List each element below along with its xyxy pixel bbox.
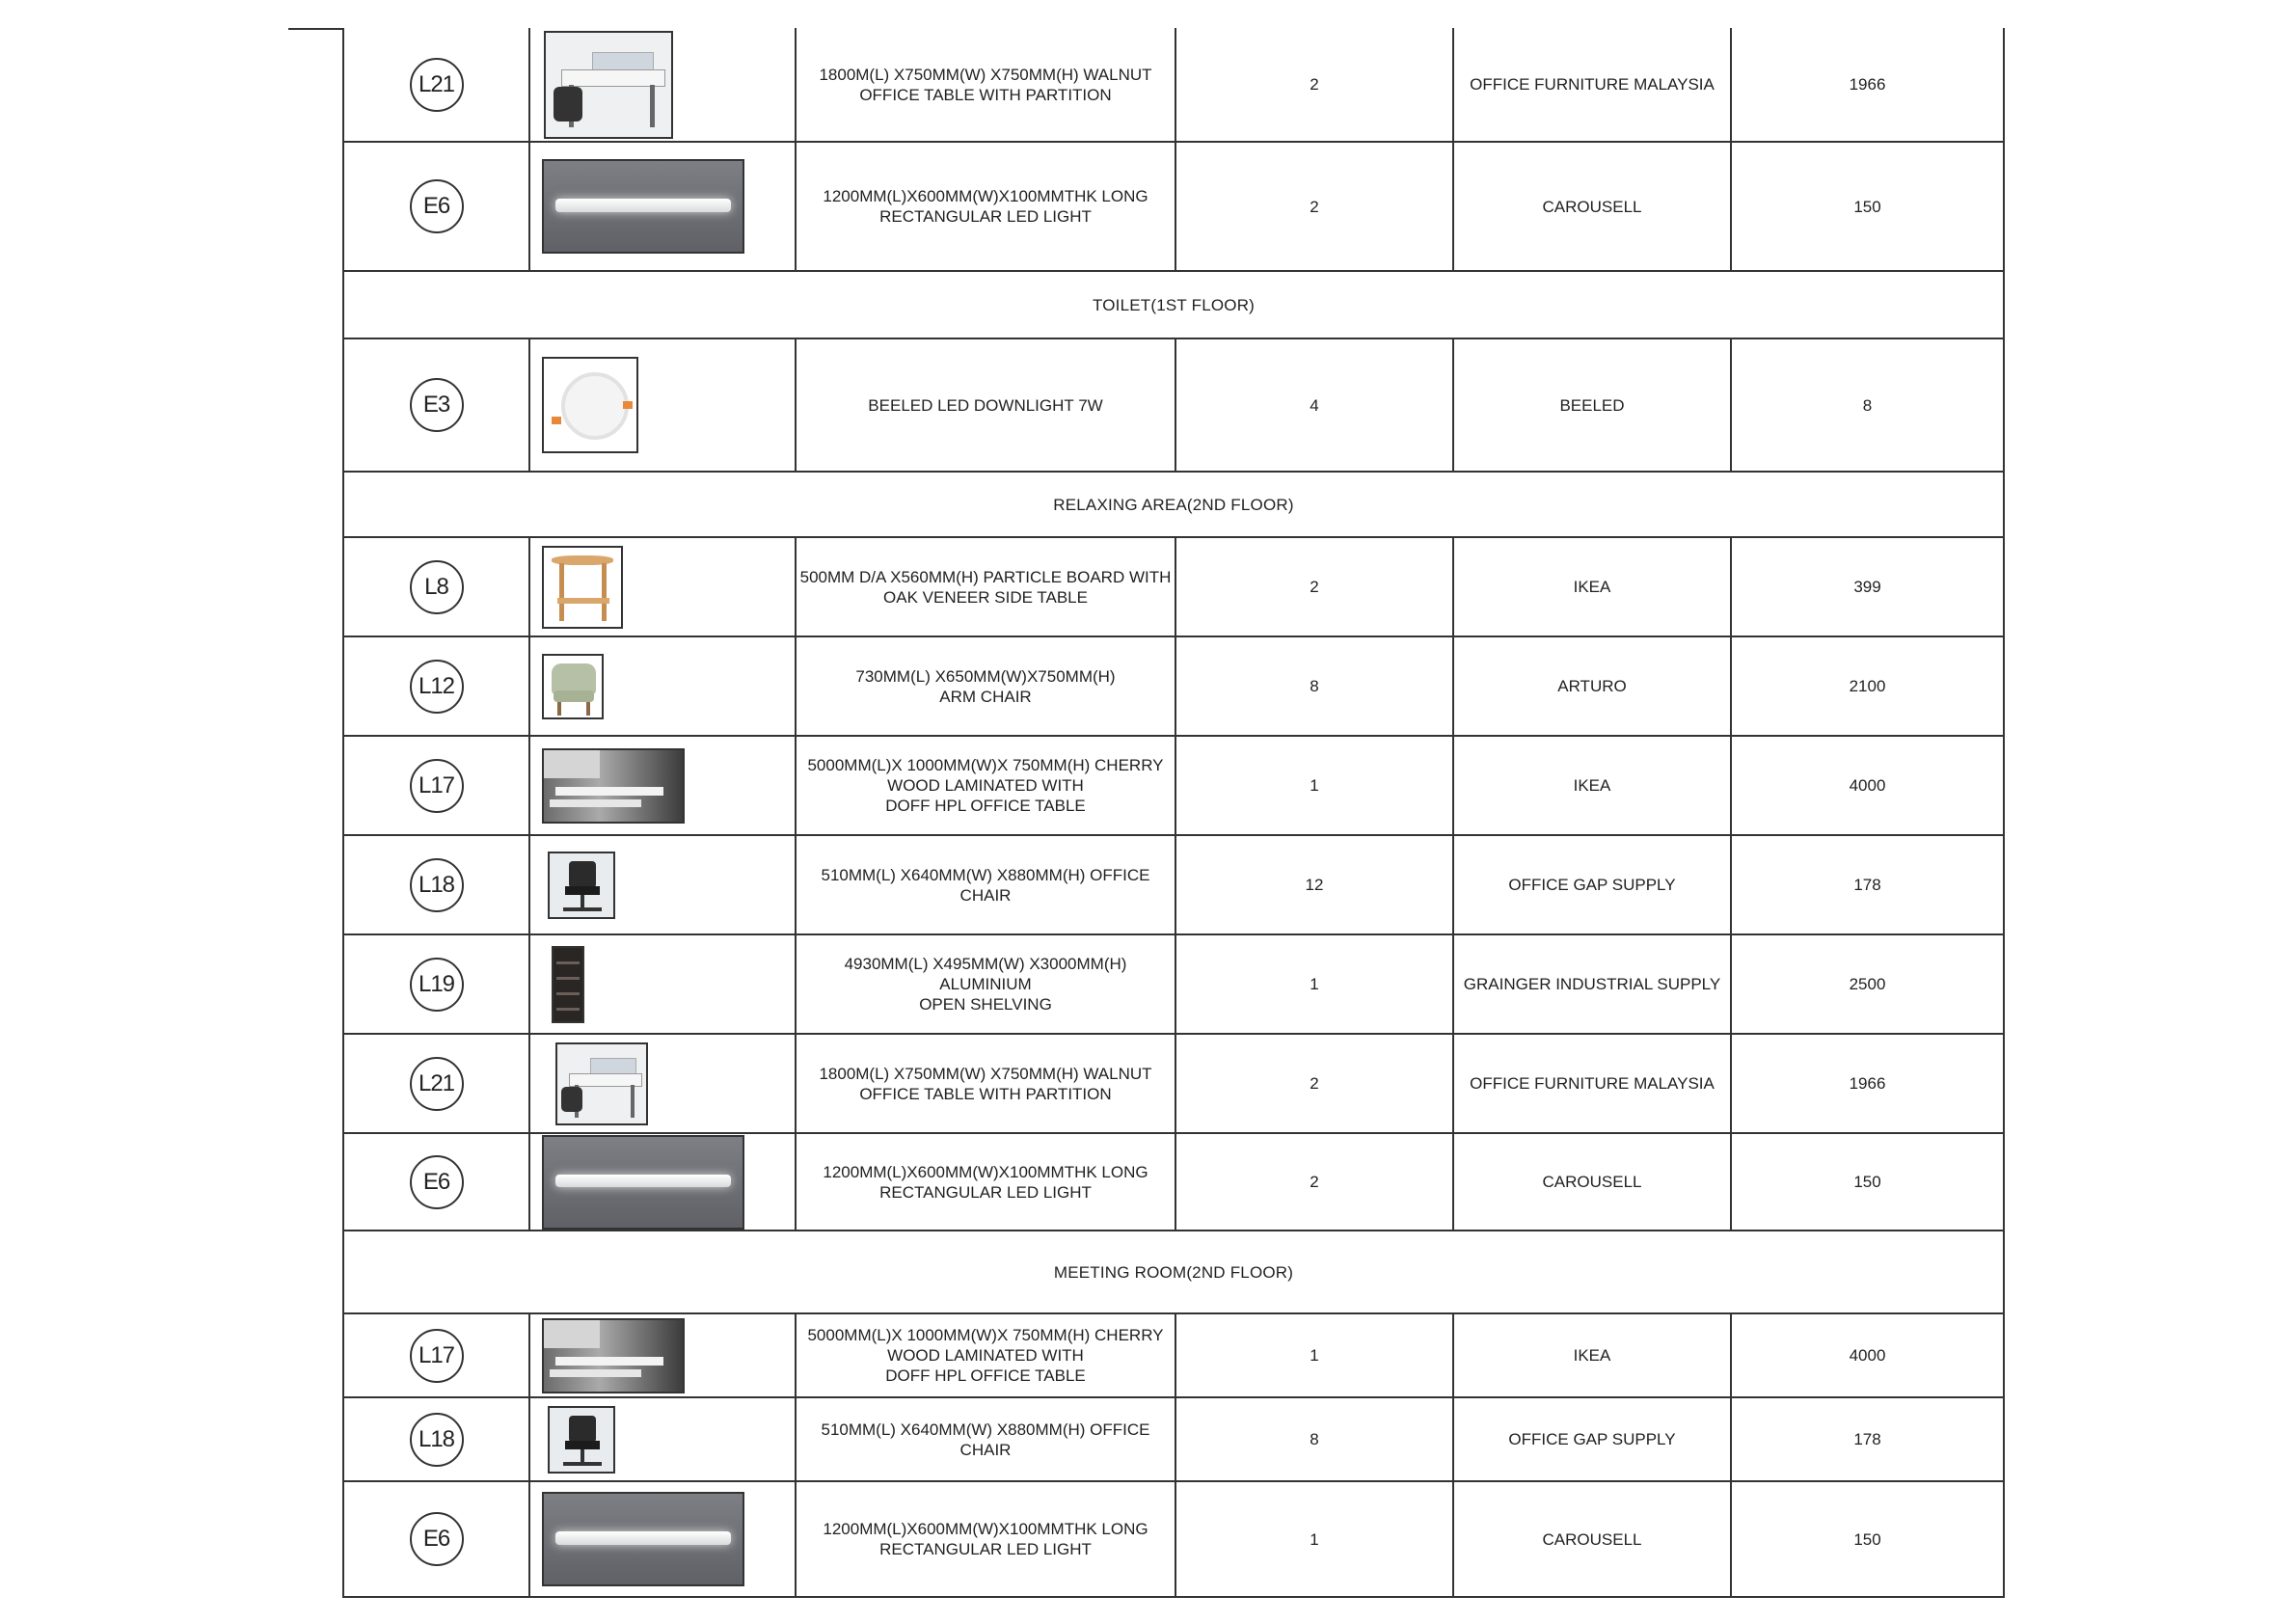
furniture-schedule-table — [342, 28, 2005, 1598]
table-row — [343, 1133, 2004, 1231]
item-code-badge: E6 — [410, 1155, 464, 1209]
description-cell — [796, 1481, 1175, 1597]
supplier-cell: GRAINGER INDUSTRIAL SUPPLY — [1453, 934, 1731, 1034]
description-cell — [796, 1397, 1175, 1481]
item-code-badge: L8 — [410, 560, 464, 614]
quantity-cell: 2 — [1175, 142, 1453, 271]
office-desk-photo — [555, 1042, 648, 1125]
description-cell — [796, 636, 1175, 736]
price-cell: 1966 — [1731, 28, 2004, 142]
section-label: RELAXING AREA(2ND FLOOR) — [343, 472, 2004, 537]
item-code-badge: L18 — [410, 1413, 464, 1467]
image-cell — [529, 28, 796, 142]
table-row — [343, 1397, 2004, 1481]
code-cell — [343, 1034, 529, 1133]
supplier-cell: CAROUSELL — [1453, 1481, 1731, 1597]
table-row — [343, 934, 2004, 1034]
supplier-cell: OFFICE GAP SUPPLY — [1453, 1397, 1731, 1481]
description-cell — [796, 338, 1175, 472]
item-description: 1800M(L) X750MM(W) X750MM(H) WALNUT OFFICE TABLE WITH PARTITION — [819, 1064, 1152, 1103]
item-description: BEELED LED DOWNLIGHT 7W — [868, 395, 1103, 415]
code-cell — [343, 736, 529, 835]
item-description: 1200MM(L)X600MM(W)X100MMTHK LONG RECTANGULAR LED LIGHT — [823, 187, 1148, 226]
price-cell: 178 — [1731, 835, 2004, 934]
office-chair-photo — [548, 852, 615, 919]
code-cell — [343, 537, 529, 636]
description-cell — [796, 28, 1175, 142]
image-cell — [529, 338, 796, 472]
supplier-cell: IKEA — [1453, 1313, 1731, 1397]
image-cell — [529, 736, 796, 835]
arm-chair-photo — [542, 654, 604, 719]
table-row — [343, 736, 2004, 835]
code-cell — [343, 28, 529, 142]
price-cell: 2500 — [1731, 934, 2004, 1034]
image-cell — [529, 537, 796, 636]
description-cell — [796, 736, 1175, 835]
code-cell — [343, 1397, 529, 1481]
supplier-cell: ARTURO — [1453, 636, 1731, 736]
price-cell: 150 — [1731, 1481, 2004, 1597]
item-code-badge: L19 — [410, 958, 464, 1012]
price-cell: 150 — [1731, 142, 2004, 271]
item-description: 5000MM(L)X 1000MM(W)X 750MM(H) CHERRY WOOD LAMINATED WITH DOFF HPL OFFICE TABLE — [807, 756, 1164, 815]
code-cell — [343, 1133, 529, 1231]
image-cell — [529, 636, 796, 736]
item-code-badge: E6 — [410, 179, 464, 233]
supplier-cell: CAROUSELL — [1453, 142, 1731, 271]
item-code-badge: L21 — [410, 1057, 464, 1111]
item-description: 4930MM(L) X495MM(W) X3000MM(H) ALUMINIUM OPEN SHELVING — [844, 955, 1127, 1014]
item-description: 500MM D/A X560MM(H) PARTICLE BOARD WITH OAK VENEER SIDE TABLE — [799, 567, 1172, 607]
code-cell — [343, 835, 529, 934]
quantity-cell: 1 — [1175, 1313, 1453, 1397]
image-cell — [529, 1133, 796, 1231]
item-description: 1200MM(L)X600MM(W)X100MMTHK LONG RECTANGULAR LED LIGHT — [823, 1520, 1148, 1558]
quantity-cell: 12 — [1175, 835, 1453, 934]
quantity-cell: 2 — [1175, 1034, 1453, 1133]
section-header-row — [343, 271, 2004, 338]
item-description: 1800M(L) X750MM(W) X750MM(H) WALNUT OFFICE TABLE WITH PARTITION — [819, 65, 1152, 104]
supplier-cell: OFFICE FURNITURE MALAYSIA — [1453, 28, 1731, 142]
code-cell — [343, 338, 529, 472]
table-row — [343, 835, 2004, 934]
quantity-cell: 4 — [1175, 338, 1453, 472]
section-label: TOILET(1ST FLOOR) — [343, 271, 2004, 338]
item-code-badge: L18 — [410, 858, 464, 912]
quantity-cell: 2 — [1175, 537, 1453, 636]
image-cell — [529, 934, 796, 1034]
code-cell — [343, 1481, 529, 1597]
description-cell — [796, 1313, 1175, 1397]
supplier-cell: IKEA — [1453, 736, 1731, 835]
item-code-badge: L21 — [410, 58, 464, 112]
table-row — [343, 338, 2004, 472]
supplier-cell: IKEA — [1453, 537, 1731, 636]
table-row — [343, 1481, 2004, 1597]
section-header-row — [343, 1231, 2004, 1313]
table-row — [343, 636, 2004, 736]
office-table-photo — [542, 1318, 685, 1393]
office-chair-photo — [548, 1406, 615, 1474]
supplier-cell: OFFICE FURNITURE MALAYSIA — [1453, 1034, 1731, 1133]
table-row — [343, 537, 2004, 636]
quantity-cell: 1 — [1175, 934, 1453, 1034]
price-cell: 8 — [1731, 338, 2004, 472]
side-table-photo — [542, 546, 623, 629]
item-code-badge: L12 — [410, 660, 464, 714]
office-desk-photo — [544, 31, 673, 139]
description-cell — [796, 537, 1175, 636]
image-cell — [529, 1481, 796, 1597]
image-cell — [529, 142, 796, 271]
section-label: MEETING ROOM(2ND FLOOR) — [343, 1231, 2004, 1313]
led-light-photo — [542, 1135, 744, 1230]
price-cell: 178 — [1731, 1397, 2004, 1481]
section-header-row — [343, 472, 2004, 537]
description-cell — [796, 1034, 1175, 1133]
description-cell — [796, 142, 1175, 271]
image-cell — [529, 835, 796, 934]
item-code-badge: E3 — [410, 378, 464, 432]
quantity-cell: 2 — [1175, 1133, 1453, 1231]
led-light-photo — [542, 159, 744, 254]
item-code-badge: L17 — [410, 759, 464, 813]
price-cell: 150 — [1731, 1133, 2004, 1231]
office-table-photo — [542, 748, 685, 824]
item-description: 510MM(L) X640MM(W) X880MM(H) OFFICE CHAIR — [821, 865, 1150, 905]
price-cell: 4000 — [1731, 1313, 2004, 1397]
item-code-badge: L17 — [410, 1329, 464, 1383]
corner-rule — [288, 28, 344, 30]
led-light-photo — [542, 1492, 744, 1586]
supplier-cell: OFFICE GAP SUPPLY — [1453, 835, 1731, 934]
table-row — [343, 28, 2004, 142]
quantity-cell: 8 — [1175, 636, 1453, 736]
price-cell: 399 — [1731, 537, 2004, 636]
price-cell: 1966 — [1731, 1034, 2004, 1133]
downlight-photo — [542, 357, 638, 453]
open-shelving-photo — [552, 946, 584, 1023]
item-description: 730MM(L) X650MM(W)X750MM(H) ARM CHAIR — [855, 666, 1116, 706]
description-cell — [796, 835, 1175, 934]
code-cell — [343, 934, 529, 1034]
code-cell — [343, 636, 529, 736]
quantity-cell: 8 — [1175, 1397, 1453, 1481]
table-row — [343, 1034, 2004, 1133]
table-row — [343, 1313, 2004, 1397]
price-cell: 2100 — [1731, 636, 2004, 736]
item-description: 510MM(L) X640MM(W) X880MM(H) OFFICE CHAIR — [821, 1420, 1150, 1459]
price-cell: 4000 — [1731, 736, 2004, 835]
image-cell — [529, 1034, 796, 1133]
image-cell — [529, 1397, 796, 1481]
code-cell — [343, 142, 529, 271]
quantity-cell: 1 — [1175, 736, 1453, 835]
supplier-cell: BEELED — [1453, 338, 1731, 472]
item-code-badge: E6 — [410, 1512, 464, 1566]
item-description: 5000MM(L)X 1000MM(W)X 750MM(H) CHERRY WOOD LAMINATED WITH DOFF HPL OFFICE TABLE — [807, 1326, 1164, 1385]
quantity-cell: 1 — [1175, 1481, 1453, 1597]
code-cell — [343, 1313, 529, 1397]
image-cell — [529, 1313, 796, 1397]
supplier-cell: CAROUSELL — [1453, 1133, 1731, 1231]
item-description: 1200MM(L)X600MM(W)X100MMTHK LONG RECTANGULAR LED LIGHT — [823, 1162, 1148, 1202]
description-cell — [796, 934, 1175, 1034]
description-cell — [796, 1133, 1175, 1231]
quantity-cell: 2 — [1175, 28, 1453, 142]
table-row — [343, 142, 2004, 271]
